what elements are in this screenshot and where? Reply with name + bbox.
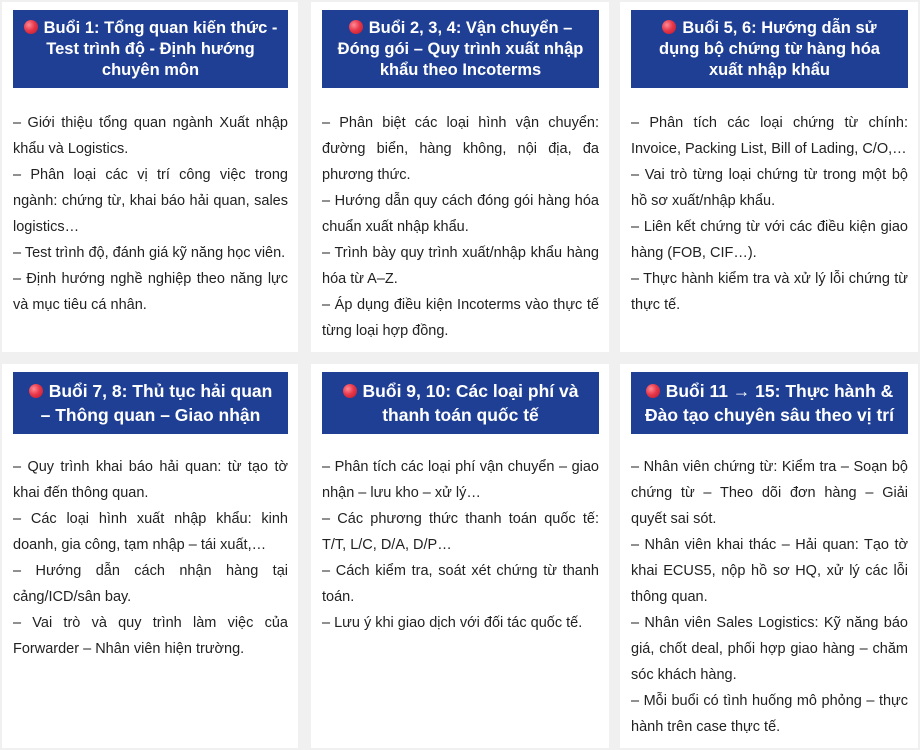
list-item: – Nhân viên khai thác – Hải quan: Tạo tờ khai ECUS5, nộp hồ sơ HQ, xử lý các lỗi thông quan. [631, 537, 908, 605]
session-description [322, 110, 599, 344]
list-item: – Lưu ý khi giao dịch với đối tác quốc tế. [322, 615, 583, 631]
list-item: – Hướng dẫn quy cách đóng gói hàng hóa chuẩn xuất nhập khẩu. [322, 193, 599, 235]
session-card-2 [311, 2, 609, 352]
session-title: Buổi 5, 6: Hướng dẫn sử dụng bộ chứng từ hàng hóa xuất nhập khẩu [659, 18, 880, 79]
session-title: Buổi 9, 10: Các loại phí và thanh toán quốc tế [362, 381, 579, 425]
session-card-3 [620, 2, 918, 352]
session-title: Buổi 7, 8: Thủ tục hải quan – Thông quan – Giao nhận [40, 381, 273, 425]
list-item: – Giới thiệu tổng quan ngành Xuất nhập khẩu và Logistics. [13, 115, 288, 157]
list-item: – Nhân viên chứng từ: Kiểm tra – Soạn bộ chứng từ – Theo dõi đơn hàng – Giải quyết sai sót. [631, 459, 908, 527]
session-card-header [322, 372, 599, 434]
session-card-header [13, 372, 288, 434]
red-dot-icon [646, 384, 660, 398]
session-card-5 [311, 364, 609, 748]
list-item: – Liên kết chứng từ với các điều kiện giao hàng (FOB, CIF…). [631, 219, 908, 261]
session-card-header [13, 10, 288, 88]
list-item: – Áp dụng điều kiện Incoterms vào thực tế từng loại hợp đồng. [322, 297, 599, 339]
session-card-header [322, 10, 599, 88]
red-dot-icon [662, 20, 676, 34]
list-item: – Phân loại các vị trí công việc trong ngành: chứng từ, khai báo hải quan, sales logistics… [13, 167, 288, 235]
list-item: – Phân biệt các loại hình vận chuyển: đường biển, hàng không, nội địa, đa phương thức. [322, 115, 599, 183]
red-dot-icon [29, 384, 43, 398]
session-description [631, 110, 908, 318]
list-item: – Định hướng nghề nghiệp theo năng lực và mục tiêu cá nhân. [13, 271, 288, 313]
list-item: – Các loại hình xuất nhập khẩu: kinh doanh, gia công, tạm nhập – tái xuất,… [13, 511, 288, 553]
session-title: Buổi 11 → 15: Thực hành & Đào tạo chuyên sâu theo vị trí [645, 381, 894, 425]
list-item: – Nhân viên Sales Logistics: Kỹ năng báo giá, chốt deal, phối hợp giao hàng – chăm sóc khách hàng. [631, 615, 908, 683]
session-description [631, 454, 908, 740]
list-item: – Vai trò và quy trình làm việc của Forwarder – Nhân viên hiện trường. [13, 615, 288, 657]
session-title: Buổi 1: Tổng quan kiến thức - Test trình độ - Định hướng chuyên môn [43, 18, 278, 79]
session-card-header [631, 10, 908, 88]
session-card-4 [2, 364, 298, 748]
red-dot-icon [343, 384, 357, 398]
list-item: – Mỗi buổi có tình huống mô phỏng – thực hành trên case thực tế. [631, 693, 908, 735]
session-description [322, 454, 599, 636]
list-item: – Hướng dẫn cách nhận hàng tại cảng/ICD/sân bay. [13, 563, 288, 605]
list-item: – Cách kiểm tra, soát xét chứng từ thanh toán. [322, 563, 599, 605]
list-item: – Trình bày quy trình xuất/nhập khẩu hàng hóa từ A–Z. [322, 245, 599, 287]
list-item: – Thực hành kiểm tra và xử lý lỗi chứng từ thực tế. [631, 271, 908, 313]
list-item: – Vai trò từng loại chứng từ trong một bộ hồ sơ xuất/nhập khẩu. [631, 167, 908, 209]
list-item: – Test trình độ, đánh giá kỹ năng học viên. [13, 245, 286, 261]
session-description [13, 110, 288, 318]
list-item: – Phân tích các loại chứng từ chính: Invoice, Packing List, Bill of Lading, C/O,… [631, 115, 908, 157]
red-dot-icon [349, 20, 363, 34]
list-item: – Các phương thức thanh toán quốc tế: T/T, L/C, D/A, D/P… [322, 511, 599, 553]
list-item: – Quy trình khai báo hải quan: từ tạo tờ khai đến thông quan. [13, 459, 288, 501]
session-title: Buổi 2, 3, 4: Vận chuyển – Đóng gói – Quy trình xuất nhập khẩu theo Incoterms [337, 18, 584, 79]
session-card-1 [2, 2, 298, 352]
session-description [13, 454, 288, 662]
session-card-header [631, 372, 908, 434]
list-item: – Phân tích các loại phí vận chuyển – giao nhận – lưu kho – xử lý… [322, 459, 599, 501]
red-dot-icon [24, 20, 38, 34]
session-card-6 [620, 364, 918, 748]
